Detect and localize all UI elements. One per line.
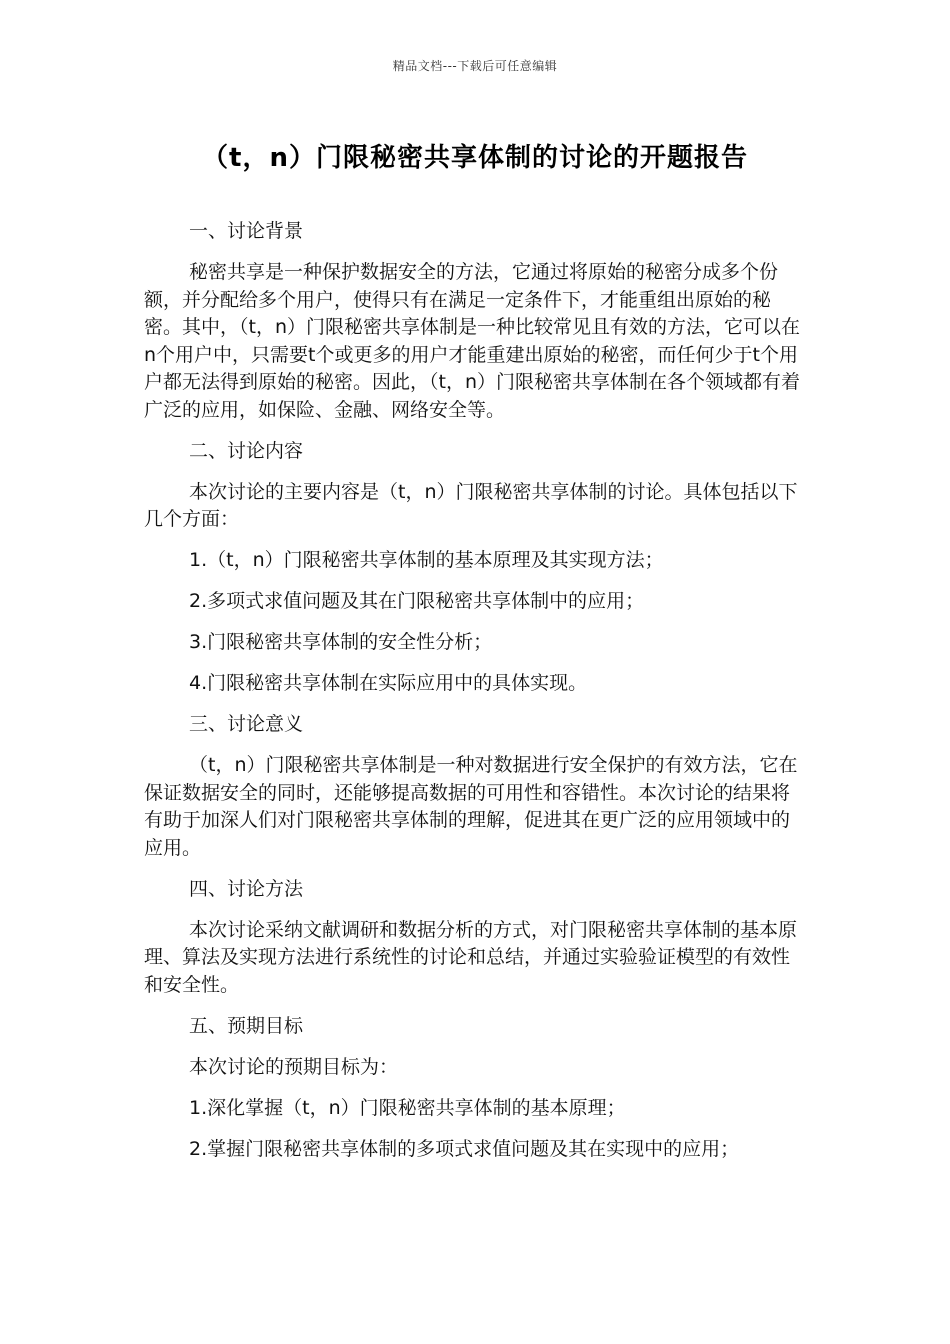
paragraph-goals-intro: 本次讨论的预期目标为： [189, 1055, 399, 1078]
paragraph-content-intro: 本次讨论的主要内容是（t，n）门限秘密共享体制的讨论。具体包括以下几个方面： [144, 480, 798, 530]
page-header: 精品文档---下载后可任意编辑 [392, 59, 558, 73]
paragraph-method: 本次讨论采纳文献调研和数据分析的方式，对门限秘密共享体制的基本原理、算法及实现方法进行系统性的讨论和总结，并通过实验验证模型的有效性和安全性。 [144, 918, 798, 996]
section-heading-goals: 五、预期目标 [189, 1014, 304, 1037]
list-item-goal-1: 1.深化掌握（t，n）门限秘密共享体制的基本原理； [189, 1096, 626, 1119]
document-body [144, 218, 806, 1177]
section-heading-method: 四、讨论方法 [189, 877, 304, 900]
list-item-content-3: 3.门限秘密共享体制的安全性分析； [189, 631, 493, 653]
section-heading-background: 一、讨论背景 [189, 220, 304, 242]
section-heading-content: 二、讨论内容 [189, 439, 304, 462]
section-heading-significance: 三、讨论意义 [189, 713, 304, 735]
list-item-content-1: 1.（t，n）门限秘密共享体制的基本原理及其实现方法； [189, 549, 664, 571]
list-item-goal-2: 2.掌握门限秘密共享体制的多项式求值问题及其在实现中的应用； [189, 1137, 740, 1160]
list-item-content-4: 4.门限秘密共享体制在实际应用中的具体实现。 [189, 672, 588, 694]
paragraph-background: 秘密共享是一种保护数据安全的方法，它通过将原始的秘密分成多个份额，并分配给多个用户，使得只有在满足一定条件下，才能重组出原始的秘密。其中，（t，n）门限秘密共享体制是一种比较常见且有效的方法，它可以在n个用户中，只需要t个或更多的用户才能重建出原始的秘密，而任何少于t个用户都无法得到原始的秘密。因此，（t，n）门限秘密共享体制在各个领域都有着广泛的应用，如保险、金融、网络安全等。 [144, 261, 800, 421]
paragraph-significance: （t，n）门限秘密共享体制是一种对数据进行安全保护的有效方法，它在保证数据安全的同时，还能够提高数据的可用性和容错性。本次讨论的结果将有助于加深人们对门限秘密共享体制的理解，促进其在更广泛的应用领域中的应用。 [144, 754, 798, 859]
list-item-content-2: 2.多项式求值问题及其在门限秘密共享体制中的应用； [189, 590, 645, 612]
document-title: （t，n）门限秘密共享体制的讨论的开题报告 [202, 143, 748, 173]
